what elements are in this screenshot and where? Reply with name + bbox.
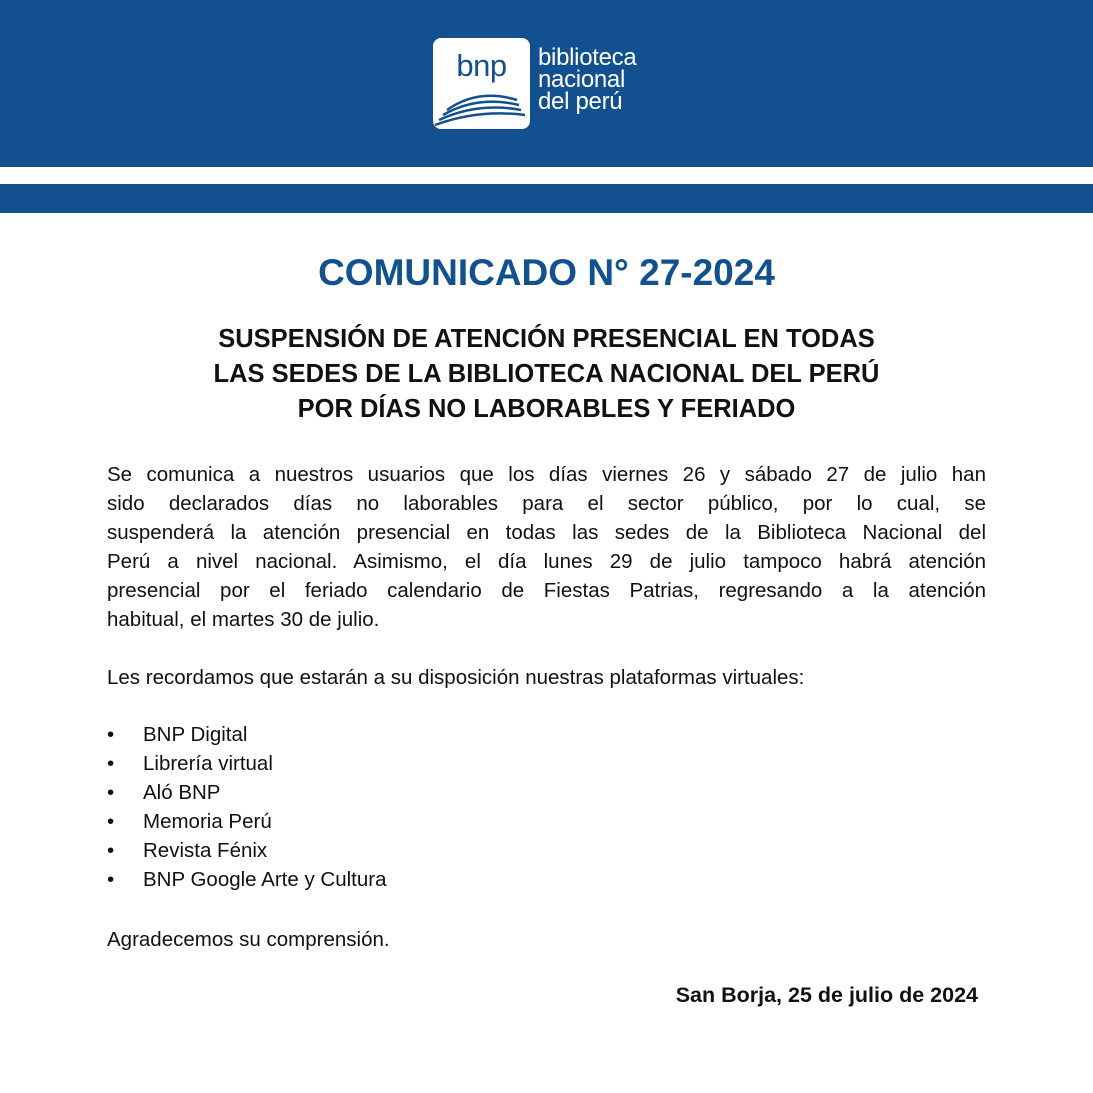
bullet: • bbox=[107, 839, 115, 862]
list-item bbox=[107, 778, 386, 807]
subtitle bbox=[120, 322, 973, 427]
body-line: Perú a nivel nacional. Asimismo, el día lunes 29 de julio tampoco habrá atención bbox=[107, 550, 986, 573]
platform-name: Revista Fénix bbox=[143, 839, 268, 862]
list-item bbox=[107, 720, 386, 749]
bullet: • bbox=[107, 810, 115, 833]
logo-name-line: nacional bbox=[538, 66, 626, 93]
platform-name: Aló BNP bbox=[143, 781, 221, 804]
list-item bbox=[107, 749, 386, 778]
subtitle-line: POR DÍAS NO LABORABLES Y FERIADO bbox=[297, 395, 796, 423]
header-stripe bbox=[0, 184, 1093, 213]
list-item bbox=[107, 836, 386, 865]
bullet: • bbox=[107, 781, 115, 804]
signoff-date: San Borja, 25 de julio de 2024 bbox=[675, 983, 978, 1007]
platforms-intro: Les recordamos que estarán a su disposición nuestras plataformas virtuales: bbox=[107, 666, 805, 689]
bnp-logo-mark bbox=[433, 38, 530, 129]
bnp-logo-wordmark bbox=[538, 44, 637, 115]
subtitle-line: SUSPENSIÓN DE ATENCIÓN PRESENCIAL EN TODAS bbox=[218, 325, 875, 353]
platform-name: Librería virtual bbox=[143, 752, 273, 775]
page-title: COMUNICADO N° 27-2024 bbox=[318, 252, 775, 293]
platform-name: Memoria Perú bbox=[143, 810, 272, 833]
body-line: sido declarados días no laborables para el sector público, por lo cual, se bbox=[107, 492, 986, 515]
subtitle-line: LAS SEDES DE LA BIBLIOTECA NACIONAL DEL PERÚ bbox=[213, 360, 880, 388]
body-line: suspenderá la atención presencial en todas las sedes de la Biblioteca Nacional del bbox=[107, 521, 986, 544]
logo-name-line: del perú bbox=[538, 88, 623, 115]
body-line: habitual, el martes 30 de julio. bbox=[107, 608, 380, 631]
bnp-logo-abbreviation: bnp bbox=[456, 48, 507, 83]
platform-name: BNP Google Arte y Cultura bbox=[143, 868, 387, 891]
bnp-logo bbox=[433, 38, 673, 130]
bullet: • bbox=[107, 723, 115, 746]
bullet: • bbox=[107, 752, 115, 775]
platform-name: BNP Digital bbox=[143, 723, 248, 746]
list-item bbox=[107, 865, 386, 894]
logo-name-line: biblioteca bbox=[538, 44, 637, 71]
list-item bbox=[107, 807, 386, 836]
closing-text: Agradecemos su comprensión. bbox=[107, 928, 390, 951]
book-pages-icon bbox=[433, 84, 530, 129]
platforms-list bbox=[107, 720, 386, 894]
body-line: Se comunica a nuestros usuarios que los días viernes 26 y sábado 27 de julio han bbox=[107, 463, 986, 486]
body-paragraph bbox=[107, 460, 986, 634]
bullet: • bbox=[107, 868, 115, 891]
body-line: presencial por el feriado calendario de Fiestas Patrias, regresando a la atención bbox=[107, 579, 986, 602]
